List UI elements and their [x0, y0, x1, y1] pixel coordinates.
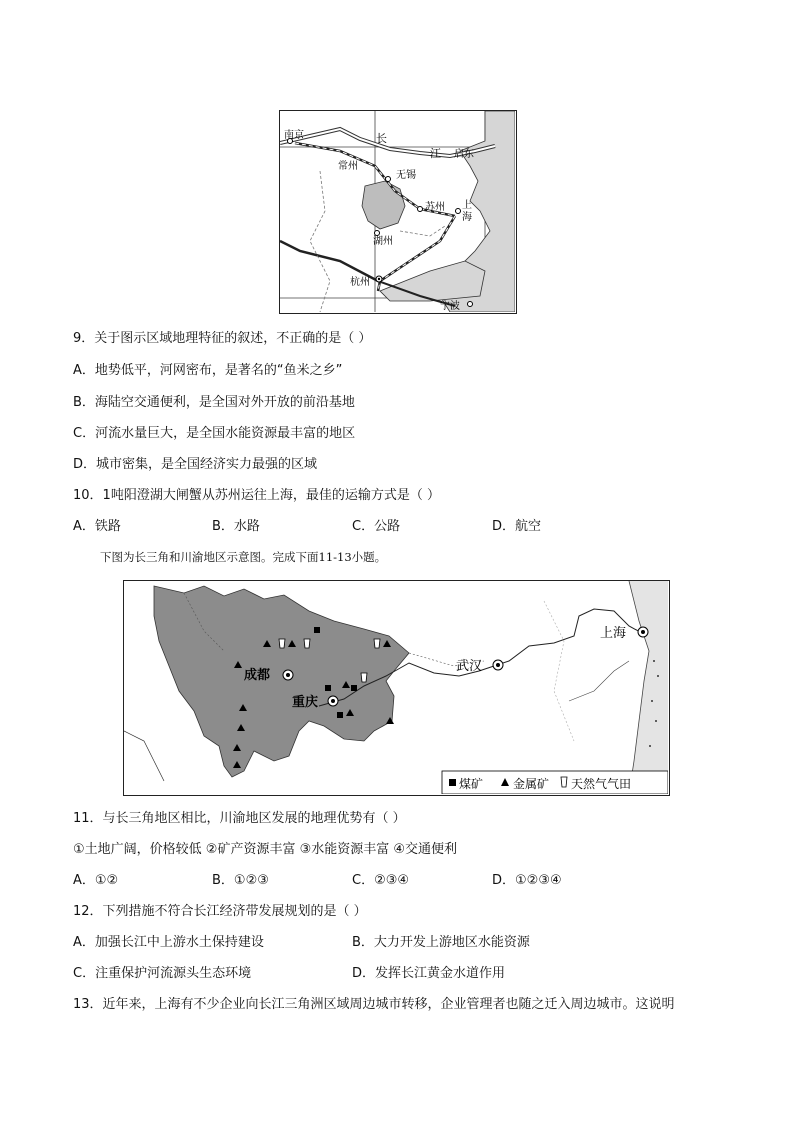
- q10-option-c: C．公路: [352, 519, 401, 534]
- q10-option-b: B．水路: [212, 519, 260, 534]
- q12-option-d: D．发挥长江黄金水道作用: [352, 966, 506, 981]
- q9-option-c: C．河流水量巨大，是全国水能资源最丰富的地区: [73, 426, 356, 441]
- legend-metal: 金属矿: [513, 777, 550, 791]
- q9-stem: 9．关于图示区域地理特征的叙述，不正确的是（ ）: [73, 331, 372, 346]
- q13-stem: 13．近年来，上海有不少企业向长江三角洲区域周边城市转移，企业管理者也随之迁入周边城市。这说明: [73, 997, 675, 1012]
- q12-stem: 12．下列措施不符合长江经济带发展规划的是（ ）: [73, 904, 367, 919]
- map2-caption: 下图为长三角和川渝地区示意图。完成下面11-13小题。: [100, 550, 387, 564]
- chuanyu-yangtze-map: [123, 580, 670, 796]
- map1-label-changzhou: 常州: [338, 161, 358, 172]
- map1-label-hangzhou: 杭州: [350, 277, 370, 288]
- q12-option-a: A．加强长江中上游水土保持建设: [73, 935, 264, 950]
- chuanyu-yangtze-map-graphic: [124, 581, 668, 794]
- q9-option-d: D．城市密集，是全国经济实力最强的区域: [73, 457, 318, 472]
- map2-label-chongqing: 重庆: [292, 695, 319, 710]
- q11-option-d: D．①②③④: [492, 873, 562, 888]
- q10-option-d: D．航空: [492, 519, 542, 534]
- q10-option-a: A．铁路: [73, 519, 121, 534]
- map1-label-suzhou: 苏州: [425, 202, 445, 213]
- yangtze-delta-map-graphic: [280, 111, 515, 312]
- coal-symbol-icon: [449, 779, 456, 786]
- map1-label-shanghai: 上海: [462, 200, 472, 223]
- map1-label-ningbo: 宁波: [440, 301, 460, 312]
- q9-option-b: B．海陆空交通便利，是全国对外开放的前沿基地: [73, 395, 355, 410]
- q12-option-b: B．大力开发上游地区水能资源: [352, 935, 530, 950]
- map2-label-chengdu: 成都: [244, 668, 271, 683]
- q11-option-c: C．②③④: [352, 873, 410, 888]
- map1-label-chang: 长: [376, 132, 387, 145]
- legend-gas: 天然气气田: [571, 777, 632, 791]
- legend-coal: 煤矿: [459, 777, 484, 791]
- yangtze-delta-map: [279, 110, 517, 314]
- q11-items: ①土地广阔，价格较低 ②矿产资源丰富 ③水能资源丰富 ④交通便利: [73, 842, 458, 857]
- q11-option-b: B．①②③: [212, 873, 269, 888]
- gas-field-symbol-icon: [561, 777, 567, 787]
- q9-option-a: A．地势低平，河网密布，是著名的“鱼米之乡”: [73, 363, 343, 378]
- map2-label-shanghai: 上海: [600, 626, 627, 641]
- q11-option-a: A．①②: [73, 873, 119, 888]
- q11-stem: 11．与长三角地区相比，川渝地区发展的地理优势有（ ）: [73, 811, 406, 826]
- q12-option-c: C．注重保护河流源头生态环境: [73, 966, 252, 981]
- q10-stem: 10．1吨阳澄湖大闸蟹从苏州运往上海，最佳的运输方式是（ ）: [73, 488, 440, 503]
- map1-label-qidong: 启东: [454, 149, 474, 160]
- map1-label-huzhou: 湖州: [373, 236, 393, 247]
- map1-label-wuxi: 无锡: [396, 170, 416, 181]
- map1-label-jiang: 江: [430, 147, 441, 160]
- map2-label-wuhan: 武汉: [456, 659, 483, 674]
- map1-label-nanjing: 南京: [284, 130, 304, 141]
